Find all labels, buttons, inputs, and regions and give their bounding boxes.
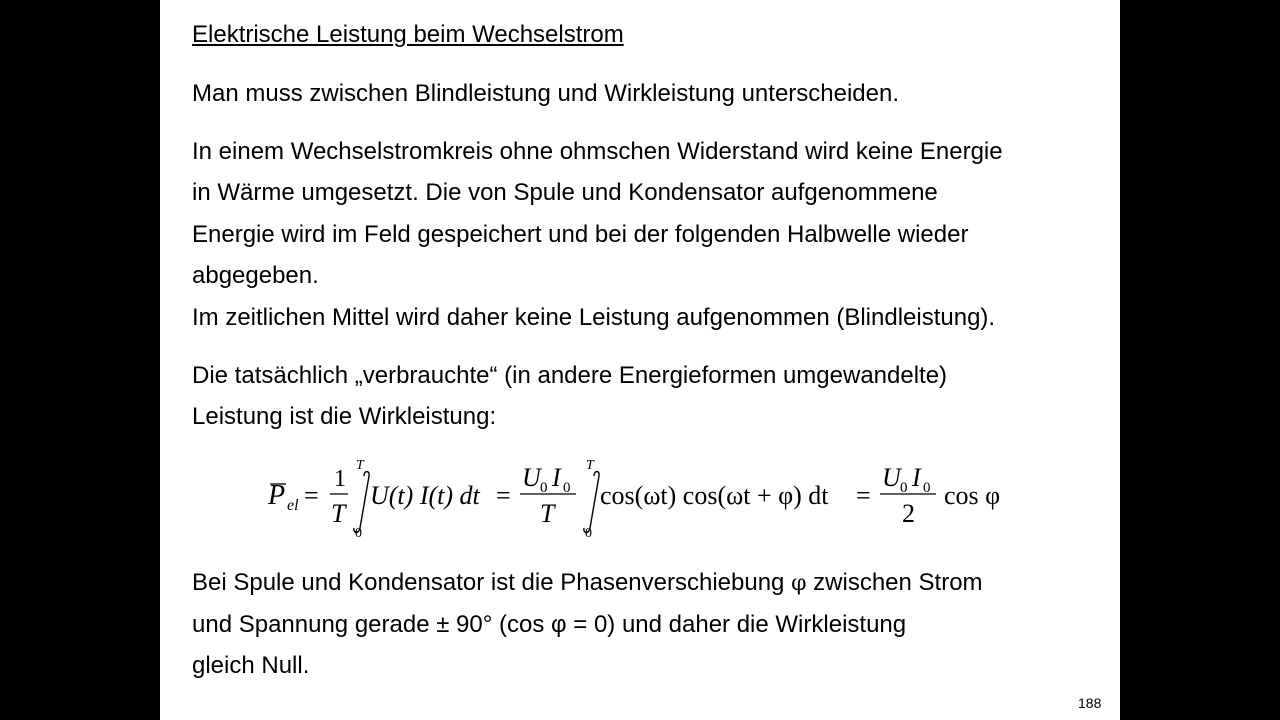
integral-lower: 0 <box>355 526 362 541</box>
formula-I: I <box>912 463 921 492</box>
paragraph-line: In einem Wechselstromkreis ohne ohmschen Widerstand wird keine Energie <box>192 138 1003 165</box>
formula-p-sub: el <box>287 497 299 514</box>
formula-T: T <box>331 499 346 528</box>
paragraph-line: Im zeitlichen Mittel wird daher keine Leistung aufgenommen (Blindleistung). <box>192 304 996 331</box>
paragraph-line: Die tatsächlich „verbrauchte“ (in andere Energieformen umgewandelte) <box>192 362 948 389</box>
formula-I: I <box>552 463 561 492</box>
formula-U: U <box>882 463 901 492</box>
paragraph-line: Man muss zwischen Blindleistung und Wirkleistung unterscheiden. <box>192 80 900 107</box>
integral-upper: T <box>356 458 364 473</box>
formula-I-sub: 0 <box>923 480 931 496</box>
formula-equals: = <box>304 481 319 510</box>
paragraph-line: in Wärme umgesetzt. Die von Spule und Kondensator aufgenommene <box>192 179 938 206</box>
formula-two: 2 <box>902 499 915 528</box>
formula-cos-phi: cos φ <box>944 481 1001 510</box>
text-run: zwischen Strom <box>806 569 983 596</box>
slide-title: Elektrische Leistung beim Wechselstrom <box>192 21 624 48</box>
formula-equals: = <box>856 481 871 510</box>
paragraph-line: gleich Null. <box>192 652 310 679</box>
formula-U-sub: 0 <box>540 480 548 496</box>
formula-U: U <box>522 463 541 492</box>
paragraph-line: und Spannung gerade ± 90° (cos φ = 0) und daher die Wirkleistung <box>192 611 907 638</box>
phi-symbol: φ <box>791 571 807 596</box>
paragraph-line: Energie wird im Feld gespeichert und bei der folgenden Halbwelle wieder <box>192 221 969 248</box>
formula-U-sub: 0 <box>900 480 908 496</box>
paragraph-line <box>192 568 983 599</box>
formula-T: T <box>540 499 555 528</box>
formula-equals: = <box>496 481 511 510</box>
formula-cos-integrand: cos(ωt) cos(ωt + φ) dt <box>600 481 829 510</box>
formula-I-sub: 0 <box>563 480 571 496</box>
integral-upper: T <box>586 458 594 473</box>
formula-integrand: U(t) I(t) dt <box>370 481 480 510</box>
text-run: Bei Spule und Kondensator ist die Phasenverschiebung <box>192 569 792 596</box>
paragraph-line: abgegeben. <box>192 262 319 289</box>
integral-lower: 0 <box>585 526 592 541</box>
page-number: 188 <box>1078 695 1102 711</box>
wirkleistung-formula <box>256 452 1016 552</box>
slide <box>160 0 1120 720</box>
formula-one: 1 <box>334 466 346 492</box>
formula-p: P <box>268 480 286 511</box>
paragraph-line: Leistung ist die Wirkleistung: <box>192 403 497 430</box>
